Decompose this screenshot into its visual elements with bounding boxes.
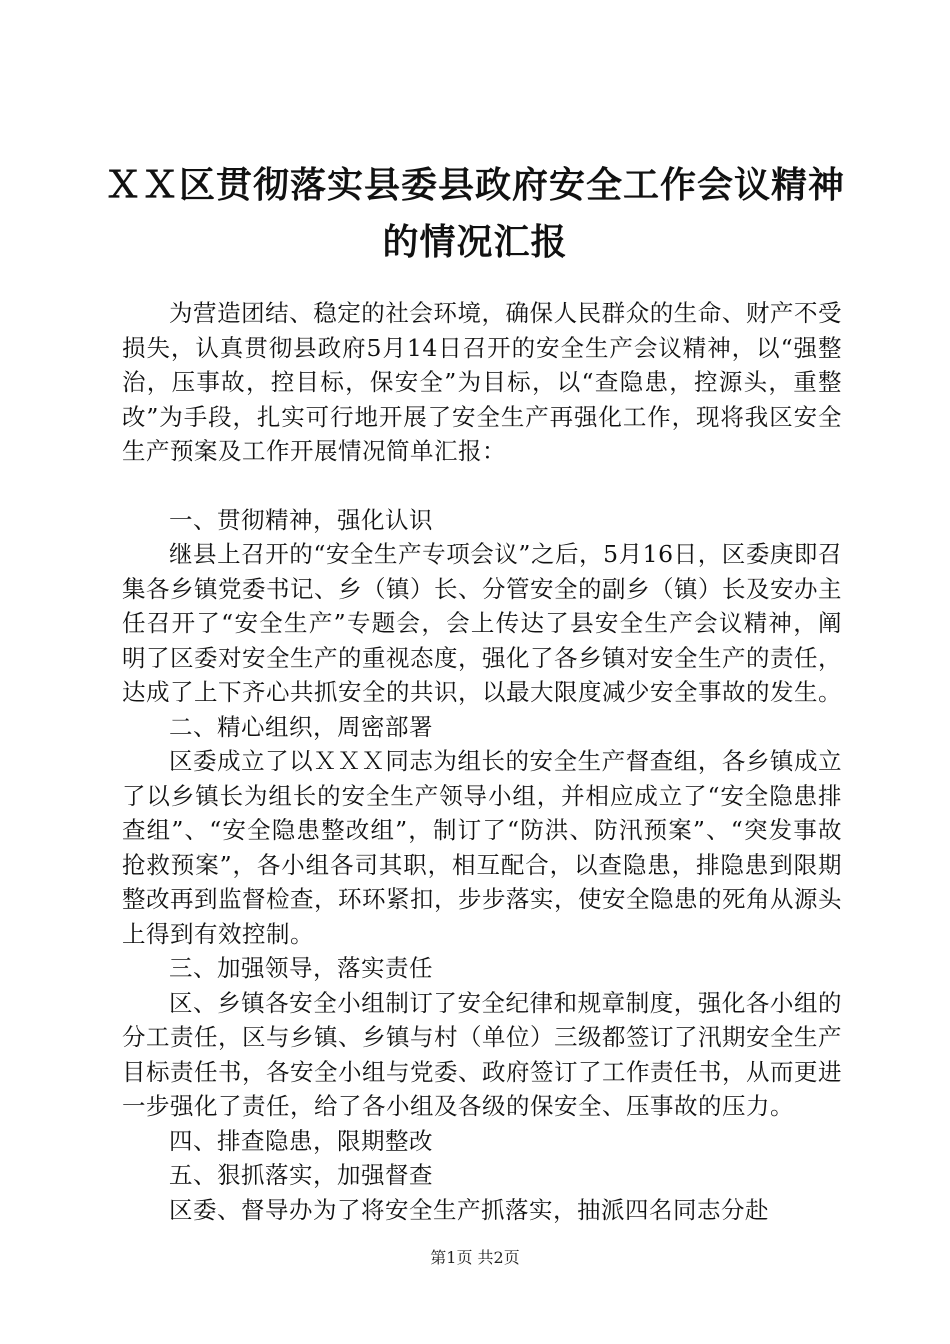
document-title-line-1: ＸＸ区贯彻落实县委县政府安全工作会议精神	[104, 164, 845, 206]
document-title-line-2: 的情况汇报	[382, 221, 568, 263]
document-body	[122, 296, 842, 1227]
section-heading-5: 五、狠抓落实，加强督查	[169, 1161, 433, 1189]
section-paragraph-3: 区、乡镇各安全小组制订了安全纪律和规章制度，强化各小组的分工责任，区与乡镇、乡镇与村（单位）三级都签订了汛期安全生产目标责任书，各安全小组与党委、政府签订了工作责任书，从而更进一步强化了责任，给了各小组及各级的保安全、压事故的压力。	[122, 988, 842, 1120]
section-paragraph-2: 区委成立了以ＸＸＸ同志为组长的安全生产督查组，各乡镇成立了以乡镇长为组长的安全生产领导小组，并相应成立了“安全隐患排查组”、“安全隐患整改组”，制订了“防洪、防汛预案”、“突发事故抢救预案”，各小组各司其职，相互配合，以查隐患，排隐患到限期整改再到监督检查，环环紧扣，步步落实，使安全隐患的死角从源头上得到有效控制。	[122, 747, 842, 948]
section-heading-3: 三、加强领导，落实责任	[169, 954, 433, 982]
section-paragraph-1: 继县上召开的“安全生产专项会议”之后，5月16日，区委庚即召集各乡镇党委书记、乡（镇）长、分管安全的副乡（镇）长及安办主任召开了“安全生产”专题会，会上传达了县安全生产会议精神，阐明了区委对安全生产的重视态度，强化了各乡镇对安全生产的责任，达成了上下齐心共抓安全的共识，以最大限度减少安全事故的发生。	[122, 540, 842, 706]
section-heading-4: 四、排查隐患，限期整改	[169, 1126, 433, 1155]
section-heading-1: 一、贯彻精神，强化认识	[169, 505, 433, 534]
intro-paragraph: 为营造团结、稳定的社会环境，确保人民群众的生命、财产不受损失，认真贯彻县政府5月14日召开的安全生产会议精神，以“强整治，压事故，控目标，保安全”为目标，以“查隐患，控源头，重整改”为手段，扎实可行地开展了安全生产再强化工作，现将我区安全生产预案及工作开展情况简单汇报：	[122, 299, 842, 465]
section-paragraph-5: 区委、督导办为了将安全生产抓落实，抽派四名同志分赴	[169, 1195, 769, 1224]
section-heading-2: 二、精心组织，周密部署	[169, 712, 433, 741]
page-number-footer: 第1页 共2页	[430, 1248, 520, 1267]
